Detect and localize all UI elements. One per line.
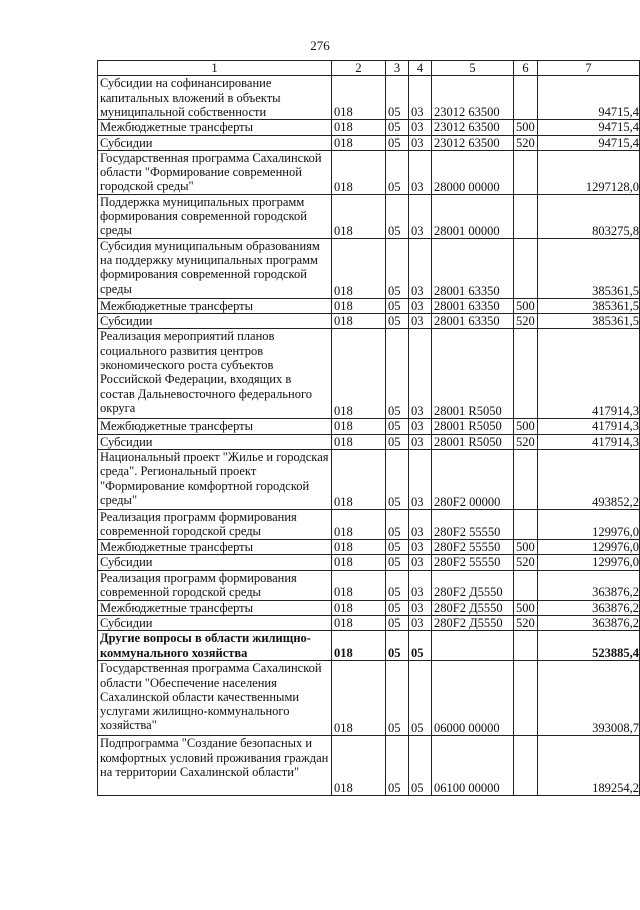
csr-cell: 280F2 55550 [432, 555, 514, 570]
rz-cell: 05 [386, 419, 409, 434]
csr-cell: 280F2 00000 [432, 450, 514, 510]
rz-cell: 05 [386, 120, 409, 135]
csr-cell: 28001 00000 [432, 194, 514, 238]
name-cell: Субсидии [98, 555, 332, 570]
csr-cell: 23012 63500 [432, 76, 514, 120]
pr-cell: 03 [409, 450, 432, 510]
name-cell: Межбюджетные трансферты [98, 419, 332, 434]
pr-cell: 03 [409, 329, 432, 419]
pr-cell: 03 [409, 615, 432, 630]
csr-cell: 28001 R5050 [432, 329, 514, 419]
name-cell: Реализация программ формирования современной городской среды [98, 570, 332, 600]
pr-cell: 03 [409, 298, 432, 313]
table-row [98, 238, 640, 298]
gr-cell: 018 [332, 150, 386, 194]
name-cell: Межбюджетные трансферты [98, 298, 332, 313]
gr-cell: 018 [332, 419, 386, 434]
csr-cell: 28001 63350 [432, 238, 514, 298]
table-row [98, 555, 640, 570]
table-row [98, 76, 640, 120]
gr-cell: 018 [332, 736, 386, 796]
table-row [98, 194, 640, 238]
vr-cell [514, 570, 538, 600]
rz-cell: 05 [386, 615, 409, 630]
rz-cell: 05 [386, 510, 409, 540]
table-row [98, 135, 640, 150]
gr-cell: 018 [332, 555, 386, 570]
csr-cell: 28001 63350 [432, 298, 514, 313]
pr-cell: 05 [409, 736, 432, 796]
name-cell: Субсидии [98, 135, 332, 150]
gr-cell: 018 [332, 194, 386, 238]
csr-cell: 280F2 Д5550 [432, 570, 514, 600]
gr-cell: 018 [332, 450, 386, 510]
pr-cell: 05 [409, 631, 432, 661]
vr-cell [514, 194, 538, 238]
csr-cell: 23012 63500 [432, 135, 514, 150]
table-row [98, 298, 640, 313]
csr-cell: 23012 63500 [432, 120, 514, 135]
sum-cell: 417914,3 [538, 434, 640, 449]
table-row [98, 450, 640, 510]
table-header-row [98, 61, 640, 76]
table-row [98, 615, 640, 630]
name-cell: Национальный проект "Жилье и городская среда". Региональный проект "Формирование комфортной городской среды" [98, 450, 332, 510]
vr-cell: 520 [514, 135, 538, 150]
vr-cell: 520 [514, 434, 538, 449]
vr-cell: 520 [514, 615, 538, 630]
sum-cell: 493852,2 [538, 450, 640, 510]
vr-cell [514, 238, 538, 298]
column-header: 5 [432, 61, 514, 76]
gr-cell: 018 [332, 631, 386, 661]
sum-cell: 363876,2 [538, 615, 640, 630]
name-cell: Другие вопросы в области жилищно-коммунального хозяйства [98, 631, 332, 661]
csr-cell: 28000 00000 [432, 150, 514, 194]
sum-cell: 129976,0 [538, 540, 640, 555]
pr-cell: 03 [409, 314, 432, 329]
sum-cell: 523885,4 [538, 631, 640, 661]
column-header: 2 [332, 61, 386, 76]
table-row [98, 631, 640, 661]
pr-cell: 03 [409, 135, 432, 150]
column-header: 7 [538, 61, 640, 76]
gr-cell: 018 [332, 76, 386, 120]
column-header: 3 [386, 61, 409, 76]
gr-cell: 018 [332, 570, 386, 600]
rz-cell: 05 [386, 450, 409, 510]
gr-cell: 018 [332, 434, 386, 449]
name-cell: Государственная программа Сахалинской области "Обеспечение населения Сахалинской области качественными услугами жилищно-коммунального хозяйства" [98, 661, 332, 736]
vr-cell: 500 [514, 419, 538, 434]
gr-cell: 018 [332, 314, 386, 329]
name-cell: Государственная программа Сахалинской области "Формирование современной городской среды" [98, 150, 332, 194]
vr-cell: 520 [514, 555, 538, 570]
table-row [98, 570, 640, 600]
sum-cell: 94715,4 [538, 135, 640, 150]
sum-cell: 385361,5 [538, 298, 640, 313]
budget-table [97, 60, 640, 796]
gr-cell: 018 [332, 120, 386, 135]
gr-cell: 018 [332, 510, 386, 540]
gr-cell: 018 [332, 298, 386, 313]
name-cell: Поддержка муниципальных программ формирования современной городской среды [98, 194, 332, 238]
name-cell: Субсидии [98, 314, 332, 329]
table-row [98, 540, 640, 555]
sum-cell: 803275,8 [538, 194, 640, 238]
rz-cell: 05 [386, 76, 409, 120]
vr-cell [514, 450, 538, 510]
page-number: 276 [310, 38, 330, 53]
name-cell: Межбюджетные трансферты [98, 540, 332, 555]
rz-cell: 05 [386, 570, 409, 600]
vr-cell: 520 [514, 314, 538, 329]
vr-cell [514, 631, 538, 661]
rz-cell: 05 [386, 736, 409, 796]
rz-cell: 05 [386, 329, 409, 419]
gr-cell: 018 [332, 135, 386, 150]
csr-cell: 280F2 55550 [432, 540, 514, 555]
vr-cell [514, 150, 538, 194]
pr-cell: 03 [409, 150, 432, 194]
table-row [98, 419, 640, 434]
vr-cell [514, 736, 538, 796]
sum-cell: 393008,7 [538, 661, 640, 736]
rz-cell: 05 [386, 194, 409, 238]
csr-cell: 28001 R5050 [432, 419, 514, 434]
pr-cell: 03 [409, 600, 432, 615]
sum-cell: 385361,5 [538, 238, 640, 298]
name-cell: Субсидии [98, 615, 332, 630]
csr-cell: 280F2 Д5550 [432, 615, 514, 630]
sum-cell: 129976,0 [538, 555, 640, 570]
pr-cell: 03 [409, 76, 432, 120]
vr-cell [514, 661, 538, 736]
sum-cell: 1297128,0 [538, 150, 640, 194]
csr-cell: 280F2 55550 [432, 510, 514, 540]
vr-cell: 500 [514, 540, 538, 555]
csr-cell [432, 631, 514, 661]
rz-cell: 05 [386, 150, 409, 194]
table-row [98, 736, 640, 796]
rz-cell: 05 [386, 434, 409, 449]
table-row [98, 120, 640, 135]
pr-cell: 03 [409, 120, 432, 135]
rz-cell: 05 [386, 600, 409, 615]
name-cell: Реализация мероприятий планов социального развития центров экономического роста субъектов Российской Федерации, входящих в состав Дальневосточного федерального округа [98, 329, 332, 419]
sum-cell: 363876,2 [538, 600, 640, 615]
table-row [98, 661, 640, 736]
rz-cell: 05 [386, 555, 409, 570]
vr-cell [514, 329, 538, 419]
vr-cell: 500 [514, 120, 538, 135]
sum-cell: 385361,5 [538, 314, 640, 329]
sum-cell: 94715,4 [538, 76, 640, 120]
table-row [98, 600, 640, 615]
pr-cell: 03 [409, 570, 432, 600]
vr-cell [514, 510, 538, 540]
pr-cell: 03 [409, 194, 432, 238]
rz-cell: 05 [386, 298, 409, 313]
column-header: 4 [409, 61, 432, 76]
vr-cell: 500 [514, 600, 538, 615]
column-header: 1 [98, 61, 332, 76]
gr-cell: 018 [332, 615, 386, 630]
pr-cell: 05 [409, 661, 432, 736]
rz-cell: 05 [386, 631, 409, 661]
sum-cell: 417914,3 [538, 419, 640, 434]
column-header: 6 [514, 61, 538, 76]
table-row [98, 510, 640, 540]
table-row [98, 150, 640, 194]
pr-cell: 03 [409, 555, 432, 570]
rz-cell: 05 [386, 314, 409, 329]
table-row [98, 329, 640, 419]
table-row [98, 434, 640, 449]
gr-cell: 018 [332, 238, 386, 298]
gr-cell: 018 [332, 329, 386, 419]
name-cell: Межбюджетные трансферты [98, 120, 332, 135]
sum-cell: 189254,2 [538, 736, 640, 796]
rz-cell: 05 [386, 135, 409, 150]
sum-cell: 417914,3 [538, 329, 640, 419]
sum-cell: 363876,2 [538, 570, 640, 600]
name-cell: Субсидии на софинансирование капитальных вложений в объекты муниципальной собственности [98, 76, 332, 120]
rz-cell: 05 [386, 238, 409, 298]
gr-cell: 018 [332, 661, 386, 736]
rz-cell: 05 [386, 661, 409, 736]
gr-cell: 018 [332, 600, 386, 615]
name-cell: Подпрограмма "Создание безопасных и комфортных условий проживания граждан на территории Сахалинской области" [98, 736, 332, 796]
sum-cell: 129976,0 [538, 510, 640, 540]
name-cell: Межбюджетные трансферты [98, 600, 332, 615]
name-cell: Реализация программ формирования современной городской среды [98, 510, 332, 540]
pr-cell: 03 [409, 434, 432, 449]
table-row [98, 314, 640, 329]
name-cell: Субсидия муниципальным образованиям на поддержку муниципальных программ формирования современной городской среды [98, 238, 332, 298]
pr-cell: 03 [409, 510, 432, 540]
pr-cell: 03 [409, 419, 432, 434]
pr-cell: 03 [409, 540, 432, 555]
name-cell: Субсидии [98, 434, 332, 449]
gr-cell: 018 [332, 540, 386, 555]
pr-cell: 03 [409, 238, 432, 298]
vr-cell: 500 [514, 298, 538, 313]
rz-cell: 05 [386, 540, 409, 555]
csr-cell: 06000 00000 [432, 661, 514, 736]
csr-cell: 280F2 Д5550 [432, 600, 514, 615]
csr-cell: 06100 00000 [432, 736, 514, 796]
vr-cell [514, 76, 538, 120]
csr-cell: 28001 R5050 [432, 434, 514, 449]
sum-cell: 94715,4 [538, 120, 640, 135]
csr-cell: 28001 63350 [432, 314, 514, 329]
